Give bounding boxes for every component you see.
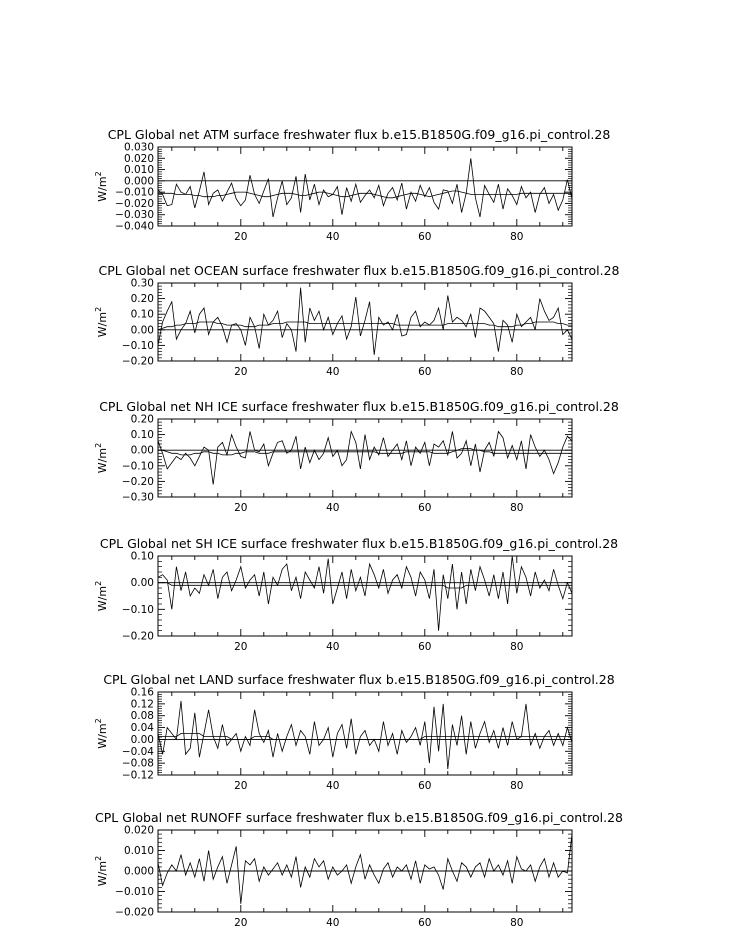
x-tick-label: 80 xyxy=(510,231,524,243)
y-tick-label: −0.20 xyxy=(121,475,154,488)
y-tick-label: −0.020 xyxy=(115,197,154,210)
chart-panel-4 xyxy=(94,536,618,653)
x-tick-label: 80 xyxy=(510,641,524,653)
y-tick-label: 0.08 xyxy=(130,710,154,723)
x-tick-label: 60 xyxy=(418,917,432,929)
y-axis-label-superscript: 2 xyxy=(94,442,103,448)
y-axis-label-text: W/m xyxy=(96,860,109,887)
y-tick-label: 0.020 xyxy=(123,152,154,165)
y-tick-label: −0.30 xyxy=(121,491,154,504)
y-tick-label: 0.20 xyxy=(130,413,154,426)
plot-frame xyxy=(158,419,572,497)
y-tick-label: −0.020 xyxy=(115,906,154,919)
y-tick-label: 0.020 xyxy=(123,824,154,837)
y-tick-label: 0.000 xyxy=(123,865,154,878)
chart-panel-1 xyxy=(94,127,610,243)
y-axis-label-text: W/m xyxy=(96,311,109,338)
y-tick-label: −0.12 xyxy=(121,769,154,782)
series-line-annual xyxy=(158,556,572,631)
y-tick-label: −0.10 xyxy=(121,339,154,352)
y-axis-label-text: W/m xyxy=(96,723,109,749)
series-line-annual xyxy=(158,834,572,904)
y-tick-label: 0.010 xyxy=(123,164,154,177)
y-tick-label: 0.10 xyxy=(130,308,154,321)
y-axis-label xyxy=(94,581,109,611)
x-tick-label: 40 xyxy=(326,780,340,792)
y-axis-label-text: W/m xyxy=(96,447,109,474)
x-tick-label: 80 xyxy=(510,502,524,514)
series-line-smoothed xyxy=(158,322,572,330)
y-tick-label: −0.010 xyxy=(115,886,154,898)
y-axis-label xyxy=(94,171,109,201)
y-axis-label xyxy=(94,307,109,337)
y-axis-label-superscript: 2 xyxy=(94,580,103,586)
panel-title: CPL Global net ATM surface freshwater flux b.e15.B1850G.f09_g16.pi_control.28 xyxy=(107,127,611,142)
y-tick-label: 0.00 xyxy=(130,577,154,590)
y-tick-label: 0.030 xyxy=(123,141,154,154)
y-tick-label: 0.30 xyxy=(130,277,154,290)
y-tick-label: −0.010 xyxy=(115,186,154,199)
panel-title: CPL Global net NH ICE surface freshwater flux b.e15.B1850G.f09_g16.pi_control.28 xyxy=(99,399,619,414)
y-axis-label xyxy=(94,443,109,473)
y-tick-label: 0.20 xyxy=(130,293,154,306)
x-tick-label: 60 xyxy=(418,366,432,378)
x-tick-label: 40 xyxy=(326,231,340,243)
y-tick-label: −0.030 xyxy=(115,209,154,222)
x-tick-label: 20 xyxy=(234,231,248,243)
y-tick-label: −0.08 xyxy=(121,757,154,770)
y-tick-label: 0.00 xyxy=(130,733,154,746)
chart-panel-3 xyxy=(94,399,619,514)
y-tick-label: 0.10 xyxy=(130,429,154,442)
y-axis-label-superscript: 2 xyxy=(94,718,103,724)
x-tick-label: 40 xyxy=(326,641,340,653)
y-tick-label: 0.000 xyxy=(123,175,154,188)
y-tick-label: −0.20 xyxy=(121,355,154,368)
plot-frame xyxy=(158,147,572,226)
x-tick-label: 20 xyxy=(234,917,248,929)
x-tick-label: 40 xyxy=(326,366,340,378)
x-tick-label: 60 xyxy=(418,780,432,792)
panel-title: CPL Global net SH ICE surface freshwater flux b.e15.B1850G.f09_g16.pi_control.28 xyxy=(99,536,619,551)
y-tick-label: 0.12 xyxy=(130,698,154,711)
y-axis-label-text: W/m xyxy=(96,176,109,202)
y-tick-label: −0.10 xyxy=(121,460,154,473)
y-axis-label-superscript: 2 xyxy=(94,306,103,312)
series-line-annual xyxy=(158,432,572,485)
chart-panel-5 xyxy=(94,672,615,792)
y-tick-label: −0.04 xyxy=(121,745,154,758)
y-tick-label: 0.00 xyxy=(130,444,154,457)
y-tick-label: 0.16 xyxy=(130,686,154,699)
y-axis-label-text: W/m xyxy=(96,585,109,612)
x-tick-label: 20 xyxy=(234,641,248,653)
x-tick-label: 60 xyxy=(418,231,432,243)
x-tick-label: 60 xyxy=(418,502,432,514)
y-axis-label-superscript: 2 xyxy=(94,855,103,861)
chart-panel-6 xyxy=(94,810,623,929)
y-tick-label: −0.040 xyxy=(115,220,154,233)
panel-title: CPL Global net RUNOFF surface freshwater flux b.e15.B1850G.f09_g16.pi_control.28 xyxy=(95,810,623,825)
x-tick-label: 20 xyxy=(234,780,248,792)
x-tick-label: 40 xyxy=(326,917,340,929)
x-tick-label: 80 xyxy=(510,366,524,378)
y-tick-label: 0.10 xyxy=(130,550,154,563)
x-tick-label: 60 xyxy=(418,641,432,653)
x-tick-label: 20 xyxy=(234,366,248,378)
x-tick-label: 80 xyxy=(510,917,524,929)
series-line-annual xyxy=(158,288,572,355)
y-tick-label: −0.20 xyxy=(121,630,154,643)
y-tick-label: 0.04 xyxy=(130,722,154,735)
y-tick-label: 0.00 xyxy=(130,324,154,337)
y-tick-label: −0.10 xyxy=(121,603,154,616)
panel-title: CPL Global net OCEAN surface freshwater flux b.e15.B1850G.f09_g16.pi_control.28 xyxy=(98,263,620,278)
x-tick-label: 20 xyxy=(234,502,248,514)
y-axis-label xyxy=(94,856,109,886)
x-tick-label: 80 xyxy=(510,780,524,792)
x-tick-label: 40 xyxy=(326,502,340,514)
y-axis-label-superscript: 2 xyxy=(94,171,103,177)
y-axis-label xyxy=(94,718,109,748)
panel-title: CPL Global net LAND surface freshwater flux b.e15.B1850G.f09_g16.pi_control.28 xyxy=(103,672,615,687)
series-line-annual xyxy=(158,158,572,217)
series-line-annual xyxy=(158,701,572,769)
y-tick-label: 0.010 xyxy=(123,845,154,857)
chart-panel-2 xyxy=(94,263,620,378)
